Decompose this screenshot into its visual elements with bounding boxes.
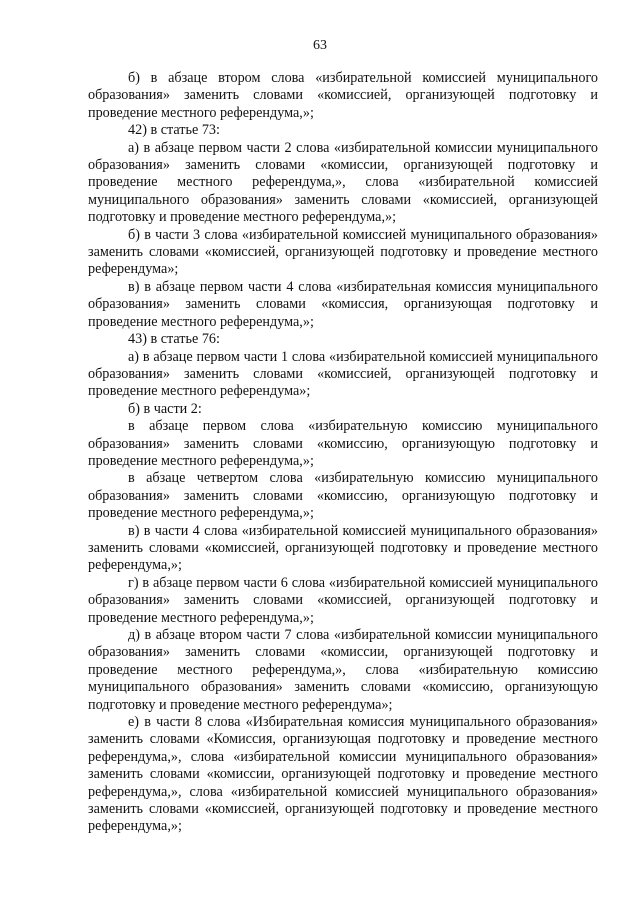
paragraph: в) в части 4 слова «избирательной комиссией муниципального образования» заменить словами «комиссией, организующей подготовку и проведение местного референдума,»; [88, 522, 598, 574]
paragraph: г) в абзаце первом части 6 слова «избирательной комиссией муниципального образования» заменить словами «комиссией, организующей подготовку и проведение местного референдума,»; [88, 574, 598, 626]
paragraph: б) в абзаце втором слова «избирательной комиссией муниципального образования» заменить словами «комиссией, организующей подготовку и проведение местного референдума,»; [88, 70, 598, 121]
paragraph: а) в абзаце первом части 2 слова «избирательной комиссии муниципального образования» заменить словами «комиссии, организующей подготовку и проведение местного референдума,», слова «избирательной комиссией муниципального образования» заменить словами «комиссией, организующей подготовку и проведение местного референдума,»; [88, 139, 598, 226]
paragraph: б) в части 3 слова «избирательной комиссией муниципального образования» заменить словами «комиссией, организующей подготовку и проведение местного референдума»; [88, 226, 598, 278]
paragraph: в абзаце четвертом слова «избирательную комиссию муниципального образования» заменить словами «комиссию, организующую подготовку и проведение местного референдума,»; [88, 470, 598, 522]
page-number: 63 [313, 38, 327, 53]
document-body [88, 70, 598, 836]
paragraph: в) в абзаце первом части 4 слова «избирательная комиссия муниципального образования» заменить словами «комиссия, организующая подготовку и проведение местного референдума,»; [88, 278, 598, 330]
paragraph: д) в абзаце втором части 7 слова «избирательной комиссии муниципального образования» заменить словами «комиссии, организующей подготовку и проведение местного референдума,», слова «избирательную комиссию муниципального образования» заменить словами «комиссию, организующую подготовку и проведение местного референдума»; [88, 627, 598, 713]
paragraph: 42) в статье 73: [128, 122, 220, 139]
paragraph: е) в части 8 слова «Избирательная комиссия муниципального образования» заменить словами «Комиссия, организующая подготовку и проведение местного референдума,», слова «избирательной комиссии муниципального образования» заменить словами «комиссии, организующей подготовку и проведение местного референдума,», слова «избирательной комиссией муниципального образования» заменить словами «комиссией, организующей подготовку и проведение местного референдума,»; [88, 714, 598, 835]
paragraph: б) в части 2: [128, 400, 202, 417]
paragraph: а) в абзаце первом части 1 слова «избирательной комиссией муниципального образования» заменить словами «комиссией, организующей подготовку и проведение местного референдума»; [88, 348, 598, 400]
paragraph: 43) в статье 76: [128, 331, 220, 348]
paragraph: в абзаце первом слова «избирательную комиссию муниципального образования» заменить словами «комиссию, организующую подготовку и проведение местного референдума,»; [88, 418, 598, 469]
